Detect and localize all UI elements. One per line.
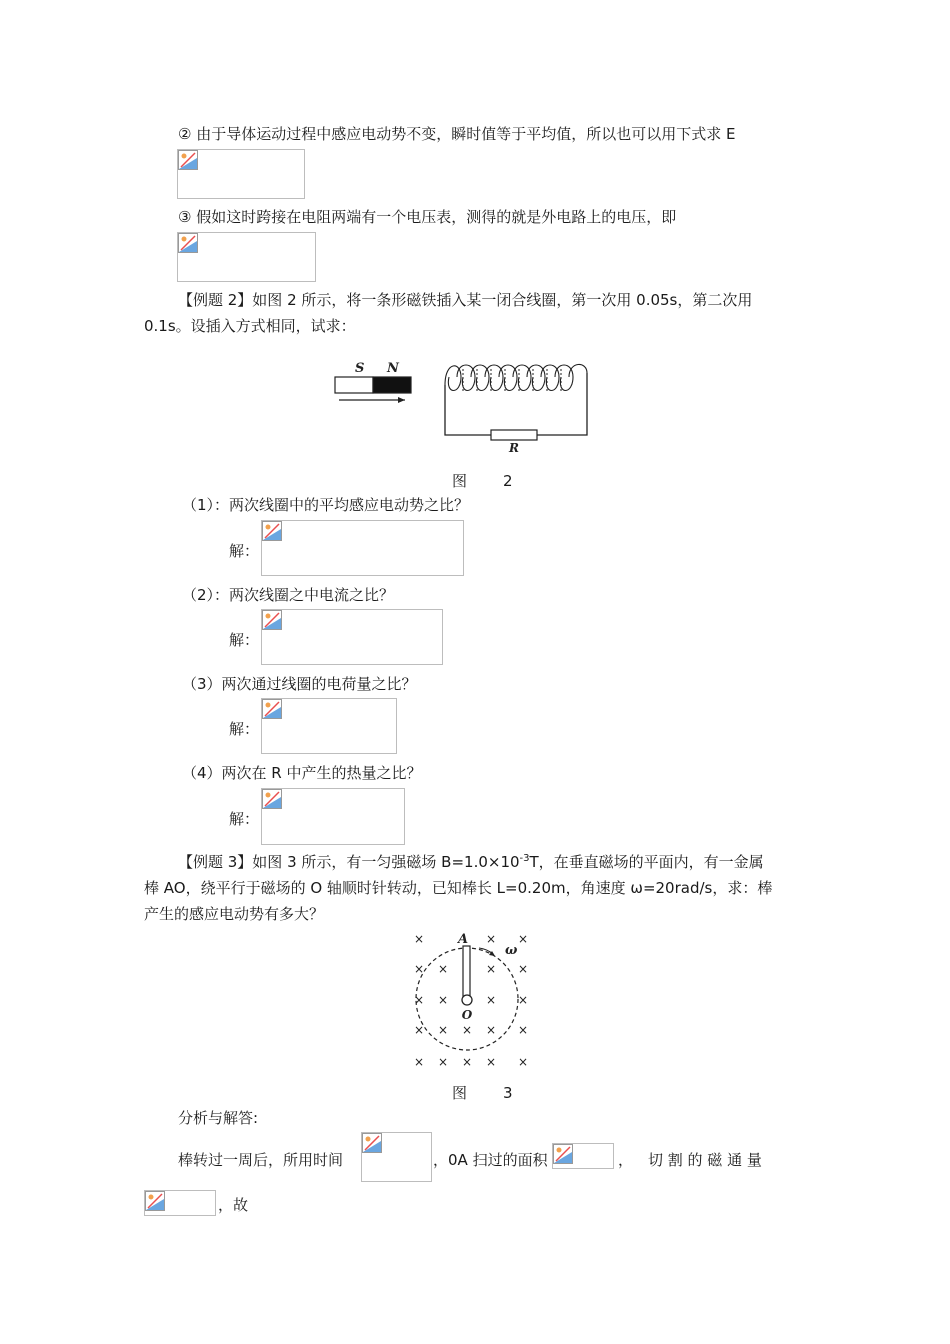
svg-text:×: ×	[437, 1023, 449, 1037]
svg-text:×: ×	[461, 1055, 473, 1069]
svg-text:×: ×	[413, 1055, 425, 1069]
broken-image-icon	[262, 699, 282, 719]
ex3-line1-post: T，在垂直磁场的平面内，有一金属	[529, 853, 764, 871]
solution-label-4: 解：	[229, 810, 260, 828]
solution-image-3	[261, 698, 397, 754]
svg-text:×: ×	[461, 1023, 473, 1037]
resistor	[491, 430, 537, 440]
figure-2-caption	[452, 470, 513, 491]
figure-2-magnet-coil	[325, 355, 595, 460]
pivot-o	[462, 995, 472, 1005]
solution-image-4	[261, 788, 405, 845]
solution-text-3: 切 割 的 磁 通 量	[648, 1151, 762, 1169]
coil-loops	[445, 364, 587, 390]
svg-text:×: ×	[517, 962, 529, 976]
solution-text-1: 棒转过一周后，所用时间	[178, 1151, 344, 1169]
svg-text:×: ×	[517, 1023, 529, 1037]
svg-text:×: ×	[413, 993, 425, 1007]
question-4: （4）两次在 R 中产生的热量之比？	[182, 764, 422, 782]
analysis-heading: 分析与解答:	[178, 1109, 259, 1127]
label-omega: ω	[505, 943, 518, 958]
example2-line2: 0.1s。设插入方式相同，试求：	[144, 317, 356, 335]
example3-line2: 棒 AO，绕平行于磁场的 O 轴顺时针转动，已知棒长 L=0.20m，角速度 ω=20rad/s，求：棒	[144, 879, 773, 897]
broken-image-icon	[553, 1144, 573, 1164]
question-2: （2）：两次线圈之中电流之比？	[182, 586, 395, 604]
svg-text:×: ×	[437, 993, 449, 1007]
label-a: A	[457, 932, 469, 947]
svg-text:×: ×	[413, 932, 425, 946]
svg-text:×: ×	[485, 1055, 497, 1069]
ex3-line1-pre: 【例题 3】如图 3 所示，有一匀强磁场 B=1.0×10	[178, 853, 520, 871]
question-1: （1）：两次线圈中的平均感应电动势之比？	[182, 496, 470, 514]
solution-label-2: 解：	[229, 631, 260, 649]
rod-ao	[463, 946, 470, 999]
resistor-label: R	[509, 441, 519, 455]
broken-image-icon	[362, 1133, 382, 1153]
caption-number: 3	[503, 1084, 513, 1102]
svg-text:×: ×	[413, 1023, 425, 1037]
magnet-south	[335, 377, 373, 393]
formula-time-image	[361, 1132, 432, 1182]
svg-text:×: ×	[485, 993, 497, 1007]
svg-text:×: ×	[485, 932, 497, 946]
formula-image-2	[177, 232, 316, 282]
broken-image-icon	[145, 1191, 165, 1211]
formula-flux-image	[144, 1190, 216, 1216]
question-3: （3）两次通过线圈的电荷量之比？	[182, 675, 417, 693]
broken-image-icon	[262, 789, 282, 809]
solution-image-2	[261, 609, 443, 665]
magnet-north	[373, 377, 411, 393]
broken-image-icon	[262, 610, 282, 630]
formula-area-image	[552, 1143, 614, 1169]
solution-label-1: 解：	[229, 542, 260, 560]
formula-image-1	[177, 149, 305, 199]
svg-text:×: ×	[517, 1055, 529, 1069]
label-o: O	[461, 1008, 473, 1022]
svg-text:×: ×	[413, 962, 425, 976]
solution-text-2: ，0A 扫过的面积	[433, 1151, 548, 1169]
paragraph-3: ③ 假如这时跨接在电阻两端有一个电压表，测得的就是外电路上的电压，即	[178, 208, 677, 226]
magnet-n-label: N	[387, 361, 399, 376]
svg-text:×: ×	[517, 932, 529, 946]
solution-text-4: ，故	[218, 1196, 249, 1214]
caption-word: 图	[452, 472, 468, 490]
solution-comma: ，	[618, 1151, 634, 1169]
svg-text:×: ×	[485, 1023, 497, 1037]
paragraph-2: ② 由于导体运动过程中感应电动势不变，瞬时值等于平均值，所以也可以用下式求 E	[178, 125, 736, 143]
ex3-exponent: -3	[519, 853, 530, 864]
svg-text:×: ×	[517, 993, 529, 1007]
figure-3-rotating-rod	[405, 928, 535, 1073]
solution-label-3: 解：	[229, 720, 260, 738]
example3-line1	[178, 851, 764, 872]
magnet-s-label: S	[355, 361, 365, 376]
broken-image-icon	[178, 233, 198, 253]
svg-text:×: ×	[485, 962, 497, 976]
figure-3-caption	[452, 1082, 513, 1103]
caption-number: 2	[503, 472, 513, 490]
broken-image-icon	[262, 521, 282, 541]
example2-line1: 【例题 2】如图 2 所示，将一条形磁铁插入某一闭合线圈，第一次用 0.05s，第二次用	[178, 291, 753, 309]
broken-image-icon	[178, 150, 198, 170]
example3-line3: 产生的感应电动势有多大？	[144, 905, 325, 923]
caption-word: 图	[452, 1084, 468, 1102]
svg-text:×: ×	[437, 1055, 449, 1069]
svg-text:×: ×	[437, 962, 449, 976]
solution-image-1	[261, 520, 464, 576]
